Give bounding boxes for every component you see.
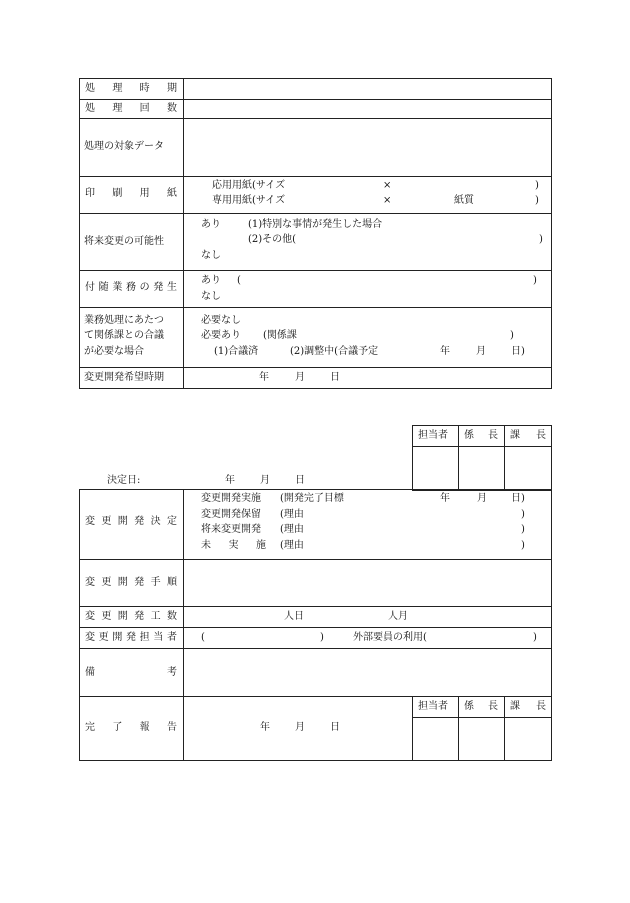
size-times-symbol: ×	[383, 180, 392, 191]
stamp-slot[interactable]	[413, 447, 458, 490]
decision-day: 日	[295, 475, 305, 486]
stamp-section-head: 課 長	[510, 430, 546, 441]
future-change-option-1[interactable]: (1)特別な事情が発生した場合	[248, 219, 383, 230]
desired-year: 年	[259, 372, 269, 383]
consult-not-required[interactable]: 必要なし	[201, 315, 241, 326]
future-change-no[interactable]: なし	[201, 250, 221, 261]
consult-label-line2: て関係課との合議	[84, 330, 164, 341]
stamp-person-in-charge: 担当者	[418, 701, 448, 712]
ancillary-no[interactable]: なし	[201, 291, 221, 302]
consult-label-line3: が必要な場合	[84, 346, 144, 357]
row-divider	[79, 606, 552, 607]
paren-close: )	[320, 632, 324, 643]
dev-target-completion: (開発完了目標	[280, 493, 344, 504]
external-staff-label: 外部要員の利用(	[353, 632, 427, 643]
paren-close: )	[521, 509, 525, 520]
paren-close: )	[510, 330, 514, 341]
paper-quality-label: 紙質	[454, 195, 474, 206]
ancillary-yes[interactable]: あり	[201, 275, 221, 286]
consult-agreed[interactable]: (1)合議済	[214, 346, 259, 357]
row-divider	[79, 627, 552, 628]
decision-date-label: 決定日:	[107, 475, 141, 486]
stamp-slot[interactable]	[413, 718, 458, 760]
table2-column-divider	[183, 489, 184, 761]
related-dept: (関係課	[263, 330, 297, 341]
decision-month: 月	[260, 475, 270, 486]
paren-close: )	[521, 524, 525, 535]
stamp-chief: 係 長	[464, 430, 498, 441]
processing-count-value[interactable]	[184, 100, 551, 118]
reason-label: (理由	[280, 524, 304, 535]
row-divider	[79, 367, 552, 368]
dev-target-month: 月	[477, 493, 487, 504]
consult-label-line1: 業務処理にあたつ	[84, 315, 164, 326]
future-dev-option[interactable]: 将来変更開発	[201, 524, 261, 535]
remarks-label: 備 考	[85, 667, 177, 678]
dev-implement-option[interactable]: 変更開発実施	[201, 493, 261, 504]
stamp-person-in-charge: 担当者	[418, 430, 448, 441]
desired-month: 月	[295, 372, 305, 383]
printing-paper-label: 印 刷 用 紙	[85, 188, 177, 199]
paren-close: )	[535, 195, 539, 206]
processing-timing-value[interactable]	[184, 79, 551, 99]
stamp-section-head: 課 長	[510, 701, 546, 712]
target-data-label: 処理の対象データ	[84, 141, 164, 152]
paren-close: )	[521, 540, 525, 551]
target-data-value[interactable]	[184, 119, 551, 176]
man-days-unit: 人日	[284, 611, 304, 622]
ancillary-work-label: 付 随 業 務 の 発 生	[85, 282, 177, 293]
reason-label: (理由	[280, 509, 304, 520]
paren-close: )	[533, 632, 537, 643]
row-divider	[79, 307, 552, 308]
standard-paper-size: 応用用紙(サイズ	[212, 180, 286, 191]
remarks-value[interactable]	[184, 649, 551, 696]
processing-count-label: 処 理 回 数	[85, 103, 177, 114]
stamp-chief: 係 長	[464, 701, 498, 712]
consult-required[interactable]: 必要あり	[201, 330, 241, 341]
decision-year: 年	[225, 475, 235, 486]
completion-month: 月	[295, 722, 305, 733]
stamp-slot[interactable]	[459, 718, 504, 760]
future-change-label: 将来変更の可能性	[84, 236, 164, 247]
stamp-slot[interactable]	[505, 447, 551, 490]
consult-year: 年	[440, 346, 450, 357]
dev-target-day: 日)	[511, 493, 525, 504]
dev-target-year: 年	[440, 493, 450, 504]
stamp-slot[interactable]	[459, 447, 504, 490]
special-paper-size: 専用用紙(サイズ	[212, 195, 286, 206]
not-implemented-option[interactable]: 未 実 施	[201, 540, 266, 551]
desired-timing-label: 変更開発希望時期	[84, 372, 164, 383]
desired-day: 日	[330, 372, 340, 383]
future-change-option-2[interactable]: (2)その他(	[248, 234, 297, 245]
completion-report-label: 完 了 報 告	[85, 722, 177, 733]
processing-timing-label: 処 理 時 期	[85, 83, 177, 94]
size-times-symbol: ×	[383, 195, 392, 206]
row-divider	[79, 213, 552, 214]
dev-decision-label: 変 更 開 発 決 定	[85, 516, 177, 527]
dev-hold-option[interactable]: 変更開発保留	[201, 509, 261, 520]
consult-day: 日)	[511, 346, 525, 357]
dev-procedure-value[interactable]	[184, 560, 551, 606]
dev-procedure-label: 変 更 開 発 手 順	[85, 577, 177, 588]
stamp-slot[interactable]	[505, 718, 551, 760]
consult-month: 月	[476, 346, 486, 357]
dev-effort-label: 変 更 開 発 工 数	[85, 611, 177, 622]
paren-close: )	[535, 180, 539, 191]
row-divider	[79, 696, 552, 697]
completion-year: 年	[260, 722, 270, 733]
row-divider	[79, 270, 552, 271]
reason-label: (理由	[280, 540, 304, 551]
paren-open: (	[237, 275, 241, 286]
paren-close: )	[533, 275, 537, 286]
paren-close: )	[539, 234, 543, 245]
consult-adjusting[interactable]: (2)調整中(合議予定	[290, 346, 379, 357]
completion-day: 日	[330, 722, 340, 733]
future-change-yes[interactable]: あり	[201, 219, 221, 230]
row-divider	[79, 176, 552, 177]
man-months-unit: 人月	[388, 611, 408, 622]
paren-open: (	[201, 632, 205, 643]
dev-assignee-label: 変 更 開 発 担 当 者	[85, 632, 177, 643]
